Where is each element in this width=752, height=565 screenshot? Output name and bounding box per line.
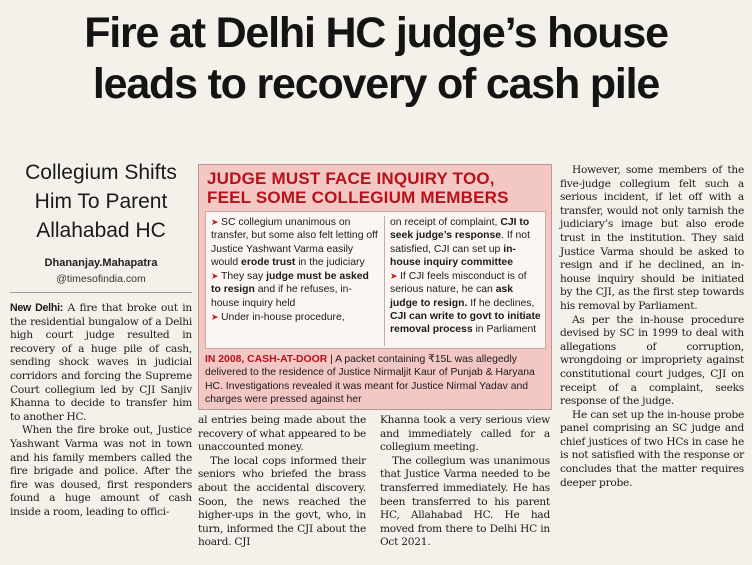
bullet-arrow-icon: ➤ (211, 312, 222, 323)
dateline: New Delhi: (10, 302, 64, 314)
bullet-text: If he declines, (467, 297, 535, 309)
bullet-emphasis: judge must be asked to resign (211, 271, 369, 296)
subheadline-line-1: Collegium Shifts (25, 161, 177, 184)
sidebar-bullet (390, 216, 542, 269)
article-paragraph: However, some members of the five-judge collegium felt such a serious incident, if let off with a transfer, would not only tarnish the judiciary’s image but also erode trust in the institution. They said Justice Varma should be asked to resign and if he declined, an in-house inquiry should be initiated by the CJI, as the first step towards his removal by Parliament. (560, 164, 744, 312)
bullet-emphasis: CJI to seek judge’s response (390, 217, 530, 242)
article-column-4 (560, 164, 744, 490)
sidebar-bullets-left (211, 216, 379, 325)
bullet-arrow-icon: ➤ (211, 217, 222, 227)
sidebar-footnote-tag: IN 2008, CASH-AT-DOOR (205, 354, 328, 365)
article-paragraph: He can set up the in-house probe panel comprising an SC judge and chief justices of two HCs in case he is not satisfied with the response or concludes that the matter requires deeper probe. (560, 408, 744, 489)
article-paragraph: Khanna took a very serious view and immediately called for a collegium meeting. (380, 414, 550, 454)
bullet-text: and if he refuses, in-house inquiry held (211, 284, 352, 309)
bullet-arrow-icon: ➤ (211, 271, 222, 282)
sidebar-bullets-right (390, 216, 542, 338)
sidebar-bullet (211, 216, 379, 269)
subheadline-line-2: Him To Parent (34, 190, 168, 213)
headline-line-1: Fire at Delhi HC judge’s house (84, 9, 668, 57)
bullet-text: They say (221, 271, 267, 283)
bullet-emphasis: ask judge to resign. (390, 284, 514, 309)
bullet-text: . If not satisfied, CJI can set up (390, 230, 530, 255)
article-paragraph: New Delhi: A fire that broke out in the residential bungalow of a Delhi high court judge resulted in recovery of a huge pile of cash, sending shock waves in judicial corridors and forcing the Supreme Court collegium led by CJI Sanjiv Khanna to decide to transfer him to another HC. (10, 302, 192, 423)
sidebar-bullet (211, 311, 379, 324)
article-column-1 (10, 302, 192, 520)
bullet-text: Under in-house procedure, (221, 312, 345, 324)
sidebar-box (198, 164, 552, 410)
article-column-2 (198, 414, 366, 550)
bullet-emphasis: in-house inquiry committee (390, 243, 516, 268)
subheadline (10, 158, 192, 245)
bullet-text: If CJI feels misconduct is of serious nature, he can (390, 271, 527, 296)
article-paragraph: The collegium was unanimous that Justice Varma needed to be transferred immediately. He has been transferred to his parent HC, Allahabad HC. He had moved from there to Delhi HC in Oct 2021. (380, 454, 550, 549)
byline-handle: @timesofindia.com (56, 273, 146, 285)
sidebar-title: JUDGE MUST FACE INQUIRY TOO, FEEL SOME COLLEGIUM MEMBERS (207, 169, 509, 207)
sidebar-bullet (211, 270, 379, 310)
bullet-emphasis: CJI can write to govt to initiate removal process (390, 311, 541, 336)
sidebar-bullets-panel (205, 211, 546, 349)
headline-line-2: leads to recovery of cash pile (92, 60, 660, 108)
sidebar-bullet (390, 270, 542, 336)
article-paragraph: al entries being made about the recovery of what appeared to be unaccounted money. (198, 414, 366, 454)
article-paragraph: When the fire broke out, Justice Yashwant Varma was not in town and his family members called the fire brigade and police. After the fire was doused, first responders found a huge amount of cash inside a room, leading to offici- (10, 424, 192, 518)
bullet-arrow-icon: ➤ (390, 271, 401, 282)
bullet-emphasis: erode trust (241, 256, 296, 268)
article-column-3 (380, 414, 550, 550)
article-paragraph: As per the in-house procedure devised by SC in 1999 to deal with allegations of corruption, wrongdoing or impropriety against constitutional court judges, CJI on receipt of a complaint, seeks response of the judge. (560, 313, 744, 408)
byline-divider (10, 292, 192, 293)
sidebar-divider (384, 216, 385, 346)
bullet-text: on receipt of complaint, (390, 217, 501, 228)
article-paragraph: The local cops informed their seniors who briefed the brass about the accidental discovery. Soon, the news reached the higher-ups in the govt, who, in turn, informed the CJI about the hoard. CJI (198, 454, 366, 549)
bullet-text: SC collegium unanimous on transfer, but some also felt letting off Justice Yashwant Varma easily would (211, 217, 378, 268)
sidebar-footnote-text: | A packet containing ₹15L was allegedly delivered to the residence of Justice Nirmaljit Kaur of Punjab & Haryana HC. Investigations revealed it was meant for Justice Nirmal Yadav and charges were pressed against her (205, 354, 535, 405)
headline (10, 8, 742, 110)
bullet-text: in the judiciary (295, 256, 365, 268)
bullet-text: in Parliament (472, 324, 537, 336)
sidebar-footnote (205, 353, 546, 406)
subheadline-line-3: Allahabad HC (36, 219, 166, 242)
byline-name: Dhananjay.Mahapatra (44, 257, 158, 269)
